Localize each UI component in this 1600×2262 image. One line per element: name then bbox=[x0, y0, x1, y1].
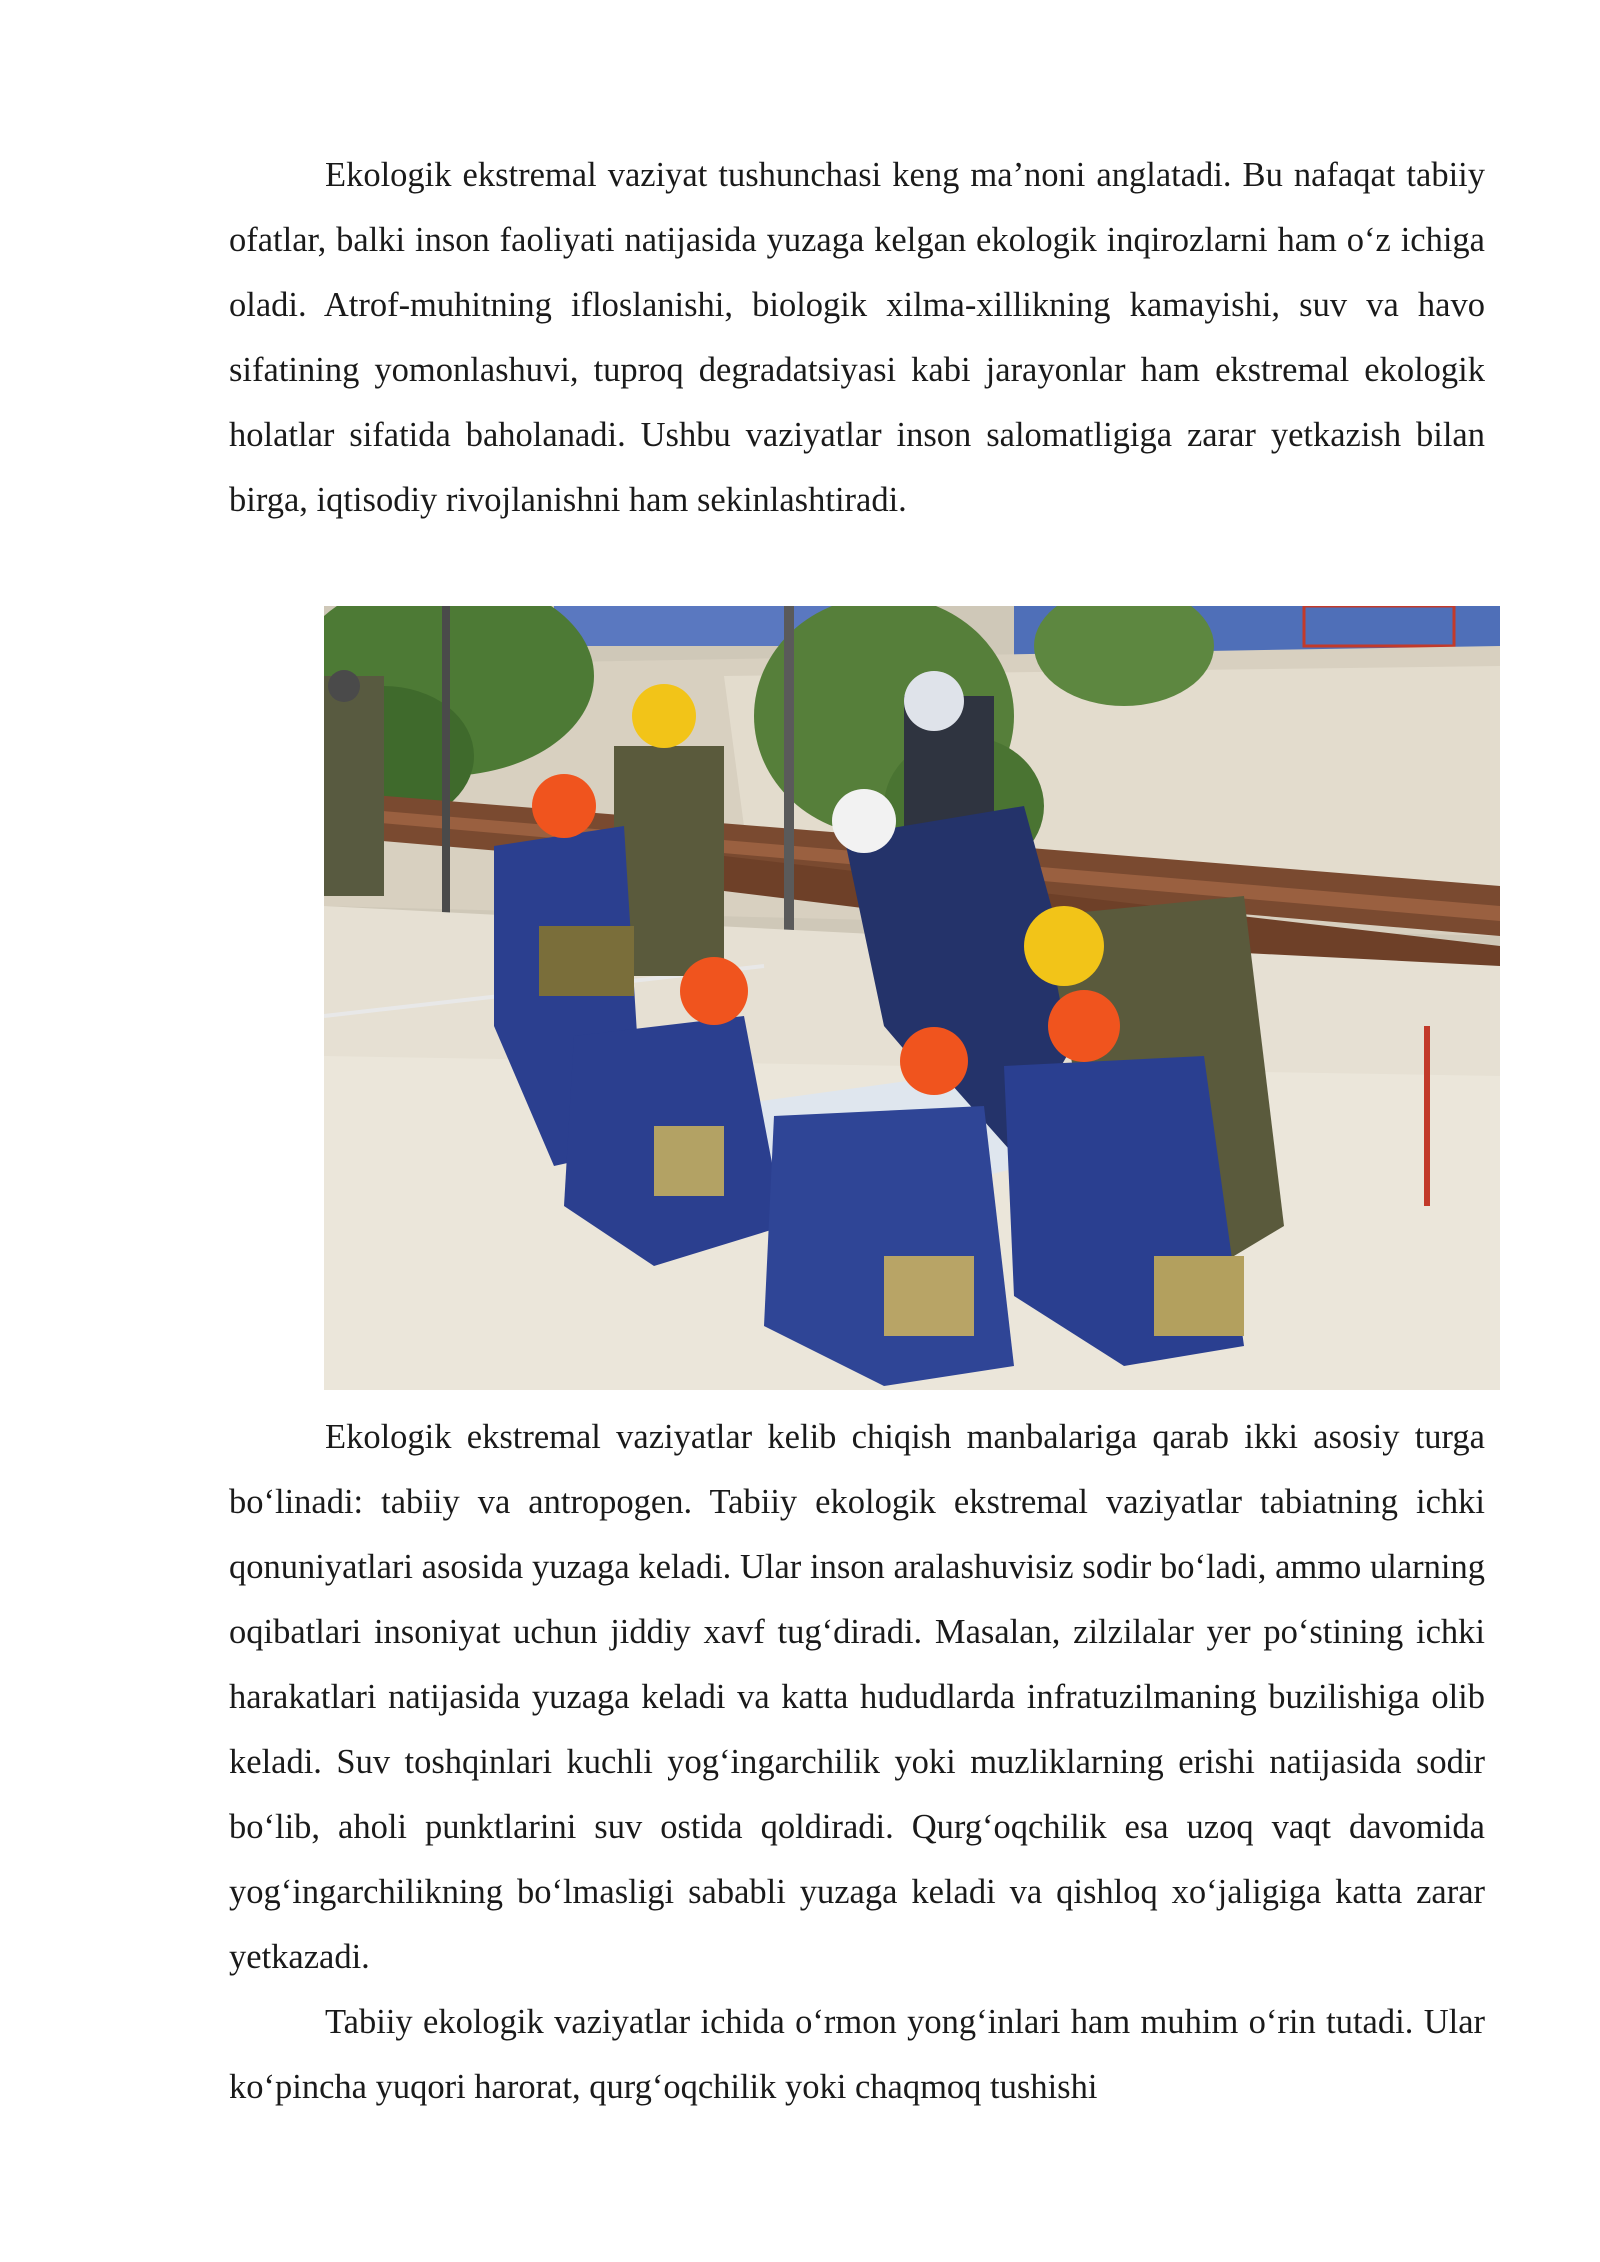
helmet-yellow bbox=[632, 684, 696, 748]
helmet-white bbox=[832, 789, 896, 853]
helmet-orange bbox=[1048, 990, 1120, 1062]
person bbox=[324, 676, 384, 896]
paragraph-2: Ekologik ekstremal vaziyatlar kelib chiqish manbalariga qarab ikki asosiy turga bo‘linadi: tabiiy va antropogen. Tabiiy ekologik ekstremal vaziyatlar tabiatning ichki qonuniyatlari asosida yuzaga keladi. Ular inson aralashuvisiz sodir bo‘ladi, ammo ularning oqibatlari insoniyat uchun jiddiy xavf tug‘diradi. Masalan, zilzilalar yer po‘stining ichki harakatlari natijasida yuzaga keladi va katta hududlarda infratuzilmaning buzilishiga olib keladi. Suv toshqinlari kuchli yog‘ingarchilik yoki muzliklarning erishi natijasida sodir bo‘lib, aholi punktlarini suv ostida qoldiradi. Qurg‘oqchilik esa uzoq vaqt davomida yog‘ingarchilikning bo‘lmasligi sababli yuzaga keladi va qishloq xo‘jaligiga katta zarar yetkazadi. bbox=[229, 1418, 1485, 1976]
rescue-exercise-photo bbox=[324, 606, 1500, 1390]
helmet-orange bbox=[900, 1027, 968, 1095]
paragraph-1: Ekologik ekstremal vaziyat tushunchasi keng ma’noni anglatadi. Bu nafaqat tabiiy ofatlar, balki inson faoliyati natijasida yuzaga kelgan ekologik inqirozlarni ham o‘z ichiga oladi. Atrof-muhitning ifloslanishi, biologik xilma-xillikning kamayishi, suv va havo sifatining yomonlashuvi, tuproq degradatsiyasi kabi jarayonlar ham ekstremal ekologik holatlar sifatida baholanadi. Ushbu vaziyatlar inson salomatligiga zarar yetkazish bilan birga, iqtisodiy rivojlanishni ham sekinlashtiradi. bbox=[229, 156, 1485, 519]
helmet-orange bbox=[680, 957, 748, 1025]
paragraph-3: Tabiiy ekologik vaziyatlar ichida o‘rmon yong‘inlari ham muhim o‘rin tutadi. Ular ko‘pincha yuqori harorat, qurg‘oqchilik yoki chaqmoq tushishi bbox=[229, 2003, 1485, 2106]
helmet-orange bbox=[532, 774, 596, 838]
helmet-yellow bbox=[1024, 906, 1104, 986]
text-block-bottom bbox=[229, 1405, 1485, 2120]
person-blue-uniform bbox=[764, 1106, 1014, 1386]
photo-illustration bbox=[324, 606, 1500, 1390]
text-block-top bbox=[229, 143, 1485, 533]
